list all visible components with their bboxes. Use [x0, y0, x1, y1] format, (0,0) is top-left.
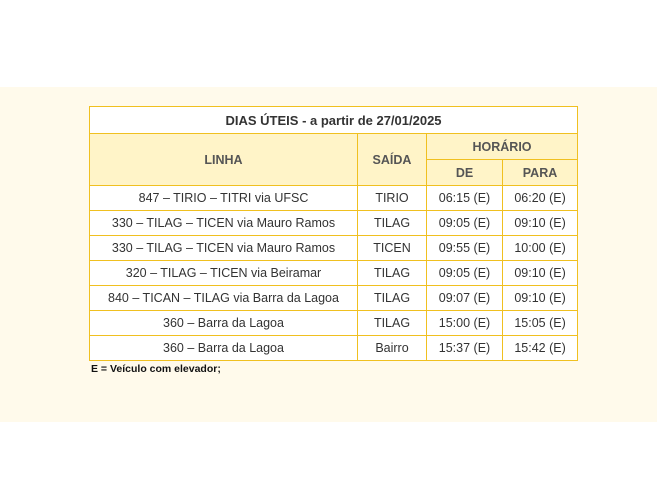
- header-linha: LINHA: [90, 134, 358, 186]
- cell-para: 15:42 (E): [503, 336, 578, 361]
- header-horario: HORÁRIO: [427, 134, 578, 160]
- cell-linha: 840 – TICAN – TILAG via Barra da Lagoa: [90, 286, 358, 311]
- cell-linha: 330 – TILAG – TICEN via Mauro Ramos: [90, 236, 358, 261]
- cell-saida: TICEN: [358, 236, 427, 261]
- cell-para: 09:10 (E): [503, 211, 578, 236]
- cell-para: 15:05 (E): [503, 311, 578, 336]
- cell-linha: 847 – TIRIO – TITRI via UFSC: [90, 186, 358, 211]
- cell-linha: 330 – TILAG – TICEN via Mauro Ramos: [90, 211, 358, 236]
- cell-saida: Bairro: [358, 336, 427, 361]
- cell-de: 09:05 (E): [427, 261, 503, 286]
- table-row: [90, 311, 578, 336]
- table-row: [90, 336, 578, 361]
- cell-para: 09:10 (E): [503, 286, 578, 311]
- cell-linha: 360 – Barra da Lagoa: [90, 311, 358, 336]
- cell-de: 09:07 (E): [427, 286, 503, 311]
- table-title-row: [90, 107, 578, 134]
- cell-saida: TILAG: [358, 286, 427, 311]
- cell-para: 10:00 (E): [503, 236, 578, 261]
- cell-saida: TIRIO: [358, 186, 427, 211]
- header-para: PARA: [503, 160, 578, 186]
- table-row: [90, 186, 578, 211]
- cell-de: 06:15 (E): [427, 186, 503, 211]
- cell-linha: 320 – TILAG – TICEN via Beiramar: [90, 261, 358, 286]
- schedule-rows: [90, 186, 578, 361]
- cell-linha: 360 – Barra da Lagoa: [90, 336, 358, 361]
- schedule-table: [89, 106, 578, 361]
- cell-para: 09:10 (E): [503, 261, 578, 286]
- cell-saida: TILAG: [358, 211, 427, 236]
- cell-para: 06:20 (E): [503, 186, 578, 211]
- cell-de: 09:55 (E): [427, 236, 503, 261]
- footnote: E = Veículo com elevador;: [91, 363, 221, 375]
- header-saida: SAÍDA: [358, 134, 427, 186]
- table-row: [90, 286, 578, 311]
- cell-de: 09:05 (E): [427, 211, 503, 236]
- cell-de: 15:00 (E): [427, 311, 503, 336]
- table-row: [90, 236, 578, 261]
- cell-saida: TILAG: [358, 311, 427, 336]
- cell-de: 15:37 (E): [427, 336, 503, 361]
- table-row: [90, 211, 578, 236]
- table-row: [90, 261, 578, 286]
- header-row: [90, 134, 578, 160]
- table-title: DIAS ÚTEIS - a partir de 27/01/2025: [90, 107, 578, 134]
- cell-saida: TILAG: [358, 261, 427, 286]
- header-de: DE: [427, 160, 503, 186]
